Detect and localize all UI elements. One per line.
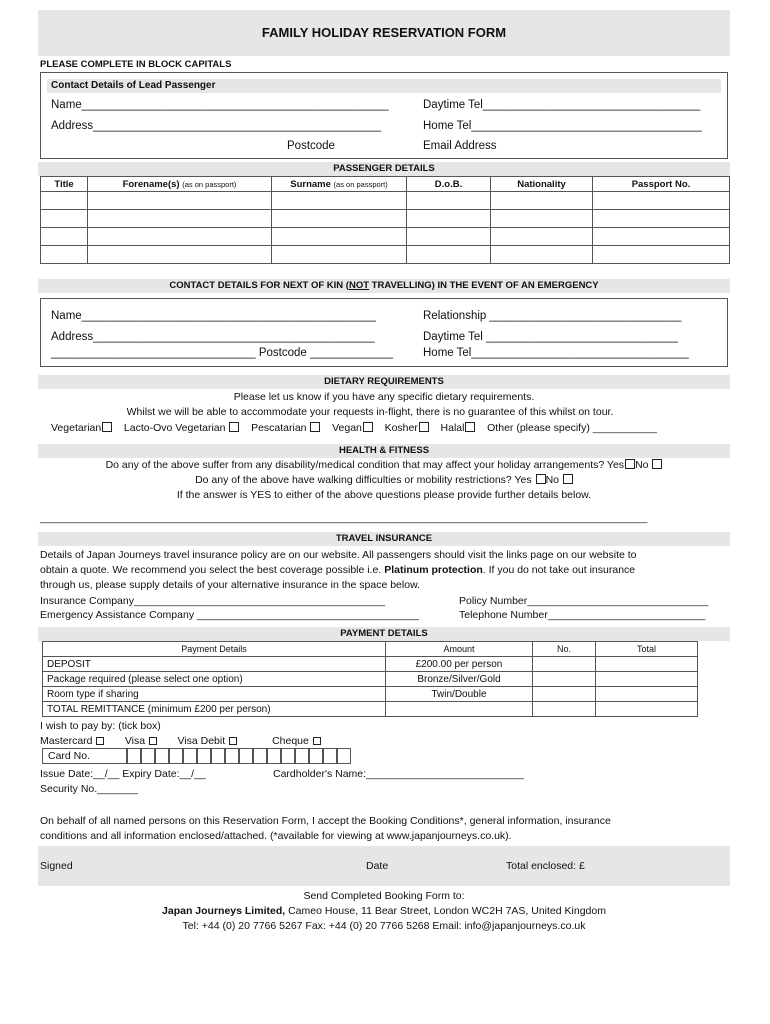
cell[interactable] <box>272 228 407 246</box>
cell[interactable] <box>593 192 730 210</box>
col-surname-note: (as on passport) <box>333 179 388 189</box>
form-title: FAMILY HOLIDAY RESERVATION FORM <box>261 25 507 40</box>
dietary-line2: Whilst we will be able to accommodate your requests in-flight, there is no guarantee of this whilst on tour. <box>126 406 614 418</box>
footer-send-line: Send Completed Booking Form to: <box>303 890 465 902</box>
payment-no-cell[interactable] <box>533 702 596 717</box>
kin-name-field[interactable]: Name______________________________________________ <box>51 310 376 322</box>
cell[interactable] <box>407 246 491 264</box>
no-label: No <box>635 459 649 471</box>
payment-no-cell[interactable] <box>533 657 596 672</box>
payment-header: PAYMENT DETAILS <box>38 627 730 641</box>
pescatarian-label: Pescatarian <box>251 422 307 434</box>
option-kosher[interactable] <box>385 422 429 434</box>
payment-total-cell[interactable] <box>596 672 698 687</box>
payment-row <box>43 672 698 687</box>
col-forename-note: (as on passport) <box>182 179 237 189</box>
lead-daytime-tel-field[interactable]: Daytime Tel__________________________________ <box>423 99 701 111</box>
insurance-company-field[interactable]: Insurance Company___________________________________________ <box>40 595 386 607</box>
platinum-protection: Platinum protection <box>384 564 483 576</box>
card-digit-box[interactable] <box>337 748 351 764</box>
payment-row <box>43 702 698 717</box>
footer-contact-line: Tel: +44 (0) 20 7766 5267 Fax: +44 (0) 20 7766 5268 Email: info@japanjourneys.co.uk <box>182 920 586 932</box>
cell[interactable] <box>491 228 593 246</box>
insurance-p2 <box>40 564 635 576</box>
next-of-kin-header <box>38 279 730 293</box>
checkbox-icon[interactable] <box>310 422 320 432</box>
cell[interactable] <box>88 228 272 246</box>
checkbox-icon[interactable] <box>229 737 237 745</box>
card-digit-box[interactable] <box>197 748 211 764</box>
lead-name-field[interactable]: Name________________________________________________ <box>51 99 389 111</box>
col-payment-details: Payment Details <box>43 642 386 657</box>
lead-passenger-header: Contact Details of Lead Passenger <box>47 79 721 93</box>
health-details-line[interactable]: ________________________________________________________________________________________________________ <box>40 512 648 524</box>
cell[interactable] <box>88 246 272 264</box>
card-digit-box[interactable] <box>169 748 183 764</box>
insurance-p1: Details of Japan Journeys travel insurance policy are on our website. All passengers should visit the links page on our website to <box>40 549 637 561</box>
cell[interactable] <box>272 210 407 228</box>
card-no-label: Card No. <box>48 750 91 762</box>
checkbox-icon[interactable] <box>419 422 429 432</box>
method-visa-debit[interactable] <box>177 735 237 747</box>
method-cheque[interactable] <box>272 735 321 747</box>
col-surname-label: Surname <box>290 178 331 190</box>
passenger-row[interactable] <box>41 192 730 210</box>
lead-postcode-label[interactable]: Postcode <box>287 140 335 152</box>
payment-amount: £200.00 per person <box>386 657 533 672</box>
method-visa[interactable] <box>125 735 157 747</box>
payment-row <box>43 657 698 672</box>
declaration-line1: On behalf of all named persons on this Reservation Form, I accept the Booking Conditions*, general information, insurance <box>40 815 611 827</box>
signature-bar <box>38 846 730 886</box>
kin-header-not: NOT <box>348 280 370 291</box>
col-title: Title <box>41 177 88 192</box>
health-q3: If the answer is YES to either of the above questions please provide further details below. <box>176 489 592 501</box>
passenger-row[interactable] <box>41 246 730 264</box>
dietary-line1: Please let us know if you have any specific dietary requirements. <box>233 391 535 403</box>
footer-company: Japan Journeys Limited, <box>162 905 286 917</box>
card-digit-box[interactable] <box>309 748 323 764</box>
card-digit-box[interactable] <box>281 748 295 764</box>
kin-daytime-tel-field[interactable]: Daytime Tel ______________________________ <box>423 331 678 343</box>
option-pescatarian[interactable] <box>251 422 320 434</box>
declaration-line2: conditions and all information enclosed/attached. (*available for viewing at www.japanjourneys.co.uk). <box>40 830 512 842</box>
option-vegan[interactable] <box>332 422 373 434</box>
checkbox-icon[interactable] <box>96 737 104 745</box>
checkbox-icon[interactable] <box>313 737 321 745</box>
cell[interactable] <box>491 246 593 264</box>
payment-label: Room type if sharing <box>43 687 386 702</box>
card-digit-box[interactable] <box>141 748 155 764</box>
kin-header-part2: TRAVELLING) IN THE EVENT OF AN EMERGENCY <box>369 280 599 291</box>
payment-label: Package required (please select one option) <box>43 672 386 687</box>
option-other[interactable]: Other (please specify) ___________ <box>487 422 658 434</box>
no-checkbox-icon[interactable] <box>652 459 662 469</box>
payment-table-header <box>43 642 698 657</box>
cell[interactable] <box>593 228 730 246</box>
cell[interactable] <box>41 246 88 264</box>
payment-amount: Twin/Double <box>386 687 533 702</box>
assistance-company-field[interactable]: Emergency Assistance Company ______________________________________ <box>40 609 419 621</box>
card-digit-box[interactable] <box>295 748 309 764</box>
cell[interactable] <box>41 192 88 210</box>
security-number-field[interactable]: Security No._______ <box>40 783 139 795</box>
visa-label: Visa <box>124 735 146 747</box>
block-capitals-instruction: PLEASE COMPLETE IN BLOCK CAPITALS <box>40 59 232 70</box>
kin-header-part1: CONTACT DETAILS FOR NEXT OF KIN ( <box>169 280 349 291</box>
insurance-p3: through us, please supply details of your alternative insurance in the space below. <box>40 579 420 591</box>
col-forename-label: Forename(s) <box>122 178 180 190</box>
passenger-row[interactable] <box>41 210 730 228</box>
kin-home-tel-field[interactable]: Home Tel__________________________________ <box>423 347 689 359</box>
card-digit-box[interactable] <box>267 748 281 764</box>
health-header: HEALTH & FITNESS <box>38 444 730 458</box>
checkbox-icon[interactable] <box>465 422 475 432</box>
telephone-number-field[interactable]: Telephone Number___________________________ <box>459 609 706 621</box>
mastercard-label: Mastercard <box>40 735 93 747</box>
checkbox-icon[interactable] <box>149 737 157 745</box>
cell[interactable] <box>272 246 407 264</box>
method-mastercard[interactable] <box>40 735 104 747</box>
dietary-options <box>51 422 657 434</box>
kin-postcode-field[interactable]: ________________________________ Postcode _____________ <box>51 347 394 359</box>
no-label: No <box>545 474 559 486</box>
col-passport: Passport No. <box>593 177 730 192</box>
cell[interactable] <box>41 210 88 228</box>
next-of-kin-box <box>40 298 728 367</box>
kosher-label: Kosher <box>384 422 418 434</box>
cell[interactable] <box>593 246 730 264</box>
col-dob: D.o.B. <box>407 177 491 192</box>
card-digit-box[interactable] <box>225 748 239 764</box>
policy-number-field[interactable]: Policy Number_______________________________ <box>459 595 709 607</box>
health-q1-text: Do any of the above suffer from any disability/medical condition that may affect your holiday arrangements? Yes <box>105 459 625 471</box>
lead-email-label[interactable]: Email Address <box>423 140 497 152</box>
card-digit-box[interactable] <box>253 748 267 764</box>
kin-relationship-field[interactable]: Relationship ______________________________ <box>423 310 682 322</box>
cell[interactable] <box>41 228 88 246</box>
date-field[interactable]: Date <box>366 860 389 872</box>
passenger-table <box>40 176 730 264</box>
health-q2 <box>38 474 730 486</box>
yes-checkbox-icon[interactable] <box>536 474 546 484</box>
card-digit-box[interactable] <box>239 748 253 764</box>
payment-table <box>42 641 698 717</box>
kin-address-field[interactable]: Address____________________________________________ <box>51 331 375 343</box>
halal-label: Halal <box>440 422 465 434</box>
card-digit-box[interactable] <box>155 748 169 764</box>
vegan-label: Vegan <box>332 422 362 434</box>
yes-checkbox-icon[interactable] <box>625 459 635 469</box>
cell[interactable] <box>407 210 491 228</box>
cardholder-name-field[interactable]: Cardholder's Name:___________________________ <box>273 768 524 780</box>
cell[interactable] <box>407 228 491 246</box>
cell[interactable] <box>88 192 272 210</box>
checkbox-icon[interactable] <box>102 422 112 432</box>
card-no-label-box <box>42 748 127 764</box>
card-digit-box[interactable] <box>183 748 197 764</box>
lead-passenger-box <box>40 72 728 159</box>
payment-amount <box>386 702 533 717</box>
payment-no-cell[interactable] <box>533 672 596 687</box>
pay-by-label: I wish to pay by: (tick box) <box>40 720 161 732</box>
card-digit-box[interactable] <box>323 748 337 764</box>
form-title-bar <box>38 10 730 56</box>
health-q1 <box>20 459 748 471</box>
passenger-row[interactable] <box>41 228 730 246</box>
payment-label: TOTAL REMITTANCE (minimum £200 per person) <box>43 702 386 717</box>
card-digit-box[interactable] <box>211 748 225 764</box>
lead-address-field[interactable]: Address_____________________________________________ <box>51 120 381 132</box>
visa-debit-label: Visa Debit <box>177 735 226 747</box>
option-lacto-ovo[interactable] <box>124 422 240 434</box>
col-total: Total <box>596 642 698 657</box>
payment-total-cell[interactable] <box>596 702 698 717</box>
vegetarian-label: Vegetarian <box>51 422 102 434</box>
col-forename <box>88 177 272 192</box>
col-no: No. <box>533 642 596 657</box>
payment-total-cell[interactable] <box>596 687 698 702</box>
col-amount: Amount <box>386 642 533 657</box>
footer-address-line <box>38 905 730 917</box>
lacto-ovo-label: Lacto-Ovo Vegetarian <box>123 422 226 434</box>
lead-home-tel-field[interactable]: Home Tel____________________________________ <box>423 120 702 132</box>
payment-no-cell[interactable] <box>533 687 596 702</box>
passenger-details-header: PASSENGER DETAILS <box>38 162 730 176</box>
footer-address: Cameo House, 11 Bear Street, London WC2H 7AS, United Kingdom <box>285 905 606 917</box>
payment-label: DEPOSIT <box>43 657 386 672</box>
cell[interactable] <box>491 210 593 228</box>
signed-field[interactable]: Signed <box>40 860 73 872</box>
issue-expiry-field[interactable]: Issue Date:__/__ Expiry Date:__/__ <box>40 768 206 780</box>
cheque-label: Cheque <box>272 735 309 747</box>
checkbox-icon[interactable] <box>363 422 373 432</box>
card-digit-box[interactable] <box>127 748 141 764</box>
dietary-header: DIETARY REQUIREMENTS <box>38 375 730 389</box>
insurance-header: TRAVEL INSURANCE <box>38 532 730 546</box>
col-nationality: Nationality <box>491 177 593 192</box>
health-q2-text: Do any of the above have walking difficulties or mobility restrictions? Yes <box>195 474 532 486</box>
no-checkbox-icon[interactable] <box>563 474 573 484</box>
insurance-p2c: . If you do not take out insurance <box>482 564 636 576</box>
payment-amount: Bronze/Silver/Gold <box>386 672 533 687</box>
payment-total-cell[interactable] <box>596 657 698 672</box>
cell[interactable] <box>593 210 730 228</box>
checkbox-icon[interactable] <box>229 422 239 432</box>
cell[interactable] <box>272 192 407 210</box>
insurance-p2a: obtain a quote. We recommend you select the best coverage possible i.e. <box>40 564 385 576</box>
option-vegetarian[interactable] <box>51 422 112 434</box>
passenger-table-header <box>41 177 730 192</box>
payment-row <box>43 687 698 702</box>
cell[interactable] <box>88 210 272 228</box>
cell[interactable] <box>407 192 491 210</box>
total-enclosed-field[interactable]: Total enclosed: £ <box>506 860 585 872</box>
col-surname <box>272 177 407 192</box>
option-halal[interactable] <box>441 422 476 434</box>
cell[interactable] <box>491 192 593 210</box>
payment-methods <box>40 735 321 747</box>
